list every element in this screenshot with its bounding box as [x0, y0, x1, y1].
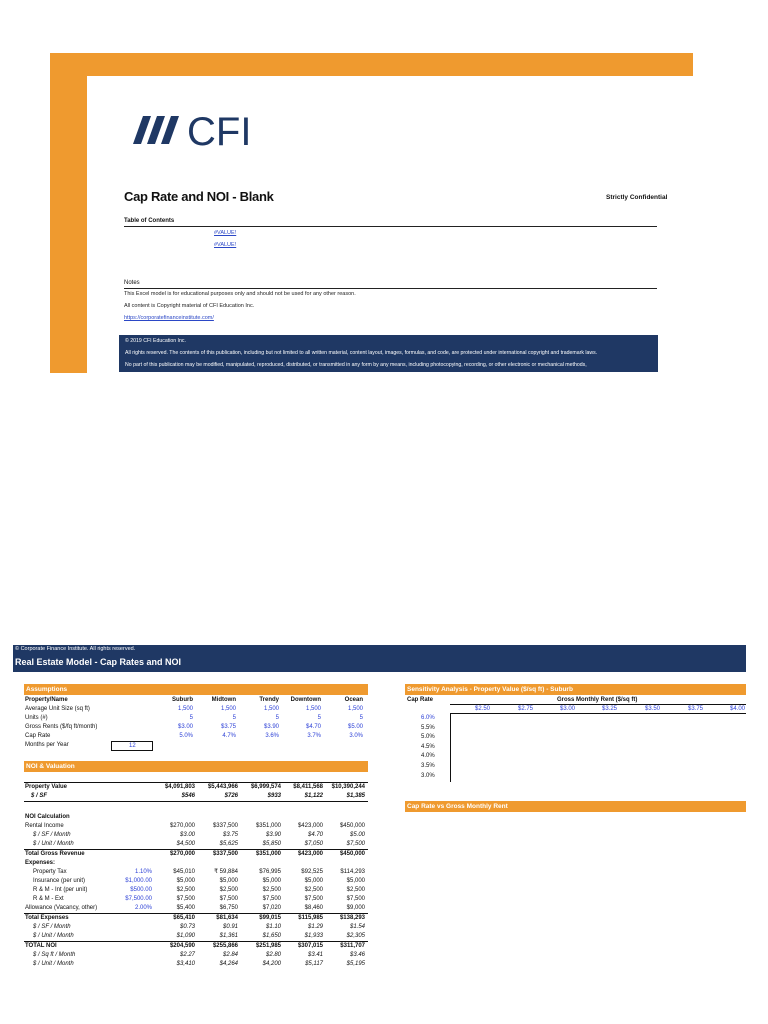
- ri_sf-value: $3.00: [179, 832, 195, 838]
- copyright-line-2: All rights reserved. The contents of this publication, including but not limited to all written material, content layout, images, formulas, and code, are protected under international copyright and trademark laws.: [125, 350, 598, 356]
- toc-title: Table of Contents: [124, 218, 175, 224]
- expense-label: Property Tax: [33, 869, 67, 875]
- months-per-year-value: 12: [129, 743, 136, 749]
- cfi-logo-mark-icon: [127, 104, 287, 154]
- per_sf-value: $546: [181, 793, 195, 799]
- sensitivity-rent-label: Gross Monthly Rent ($/sq ft): [557, 697, 638, 703]
- assumption-value[interactable]: 5: [232, 715, 236, 721]
- te_sf-label: $ / SF / Month: [33, 924, 71, 930]
- property_value-value: $4,091,803: [164, 784, 195, 790]
- assumption-value[interactable]: 5: [275, 715, 279, 721]
- expense-value: $5,000: [262, 878, 281, 884]
- ri_sf-value: $4.70: [307, 832, 323, 838]
- total_expenses-label: Total Expenses: [25, 915, 69, 921]
- property-name-label: Property/Name: [25, 697, 68, 703]
- rental_income-value: $351,000: [255, 823, 281, 829]
- property-header-3: Downtown: [290, 697, 321, 703]
- gross_revenue-value: $450,000: [339, 851, 365, 857]
- expense-input[interactable]: $1,000.00: [125, 878, 152, 884]
- expense-value: $7,500: [219, 896, 238, 902]
- gross_revenue-value: $270,000: [169, 851, 195, 857]
- sensitivity-rent-header[interactable]: $3.25: [601, 706, 617, 712]
- gross_revenue-value: $351,000: [255, 851, 281, 857]
- property_value-value: $6,999,574: [250, 784, 281, 790]
- expenses-label: Expenses:: [25, 860, 56, 866]
- te_sf-value: $0.91: [222, 924, 238, 930]
- expense-label: Insurance (per unit): [33, 878, 86, 884]
- total_noi-value: $251,985: [255, 943, 281, 949]
- ri_sf-value: $3.90: [265, 832, 281, 838]
- expense-value: $92,525: [301, 869, 323, 875]
- total_expenses-value: $115,985: [298, 915, 323, 921]
- expense-value: $5,400: [176, 905, 195, 911]
- noi_sf-value: $2.84: [222, 952, 238, 958]
- total_noi-label: TOTAL NOI: [25, 943, 57, 949]
- expense-value: $5,000: [176, 878, 195, 884]
- noi_unit-value: $4,200: [262, 961, 281, 967]
- assumption-value[interactable]: 3.6%: [265, 733, 279, 739]
- assumption-value[interactable]: $4.70: [305, 724, 321, 730]
- rental_income-value: $450,000: [339, 823, 365, 829]
- expense-value: $7,500: [304, 896, 323, 902]
- model-header-band: [13, 645, 746, 672]
- expense-value: $7,500: [176, 896, 195, 902]
- expense-value: $45,010: [173, 869, 195, 875]
- sensitivity-header: Sensitivity Analysis - Property Value ($/sq ft) - Suburb: [405, 684, 746, 695]
- assumption-value[interactable]: 1,500: [220, 706, 236, 712]
- ri_sf-value: $3.75: [222, 832, 238, 838]
- ri_unit-label: $ / Unit / Month: [33, 841, 74, 847]
- ri_unit-value: $5,850: [262, 841, 281, 847]
- assumption-value[interactable]: 5: [359, 715, 363, 721]
- expense-value: $2,500: [262, 887, 281, 893]
- assumption-value[interactable]: $3.90: [263, 724, 279, 730]
- expense-label: R & M - Ext: [33, 896, 64, 902]
- sensitivity-header-line: [450, 713, 746, 714]
- rental_income-value: $337,500: [212, 823, 238, 829]
- model-title: Real Estate Model - Cap Rates and NOI: [15, 657, 182, 667]
- te_unit-value: $1,933: [304, 933, 323, 939]
- assumption-value[interactable]: $3.00: [177, 724, 193, 730]
- sensitivity-rent-header[interactable]: $3.75: [687, 706, 703, 712]
- cover-left-accent-bar: [50, 53, 87, 373]
- assumptions-header: Assumptions: [24, 684, 368, 695]
- assumption-value[interactable]: 1,500: [347, 706, 363, 712]
- assumption-label: Gross Rents ($/fq ft/month): [25, 724, 98, 730]
- total_noi-value: $255,866: [212, 943, 238, 949]
- assumption-value[interactable]: 5.0%: [179, 733, 193, 739]
- assumption-label: Average Unit Size (sq ft): [25, 706, 90, 712]
- months-per-year-input[interactable]: [111, 741, 153, 751]
- expense-input[interactable]: 1.10%: [134, 869, 152, 875]
- sensitivity-cap-rate-label: Cap Rate: [407, 697, 434, 703]
- noi_sf-label: $ / Sq ft / Month: [33, 952, 76, 958]
- copyright-line-3: No part of this publication may be modified, manipulated, reproduced, distributed, or transmitted in any form by any means, including photocopying, recording, or other electronic or mechanical methods,: [125, 362, 587, 368]
- sensitivity-rent-header[interactable]: $3.00: [559, 706, 575, 712]
- property_value-value: $10,390,244: [331, 784, 365, 790]
- sensitivity-left-border: [450, 713, 451, 782]
- assumption-value[interactable]: 3.7%: [307, 733, 321, 739]
- sensitivity-rent-header[interactable]: $4.00: [729, 706, 745, 712]
- cfi-website-link[interactable]: https://corporatefinanceinstitute.com/: [124, 315, 214, 321]
- copyright-box: [119, 335, 658, 372]
- expense-value: $2,500: [176, 887, 195, 893]
- total_expenses-value: $99,015: [259, 915, 281, 921]
- assumption-label: Cap Rate: [25, 733, 51, 739]
- expense-value: $6,750: [219, 905, 238, 911]
- per_sf-value: $933: [267, 793, 281, 799]
- total_expenses-value: $65,410: [173, 915, 195, 921]
- property-header-4: Ocean: [344, 697, 363, 703]
- ri_unit-value: $4,500: [176, 841, 195, 847]
- model-rights-text: © Corporate Finance Institute. All rights reserved.: [15, 646, 136, 652]
- per_sf-label: $ / SF: [31, 793, 48, 799]
- toc-link-2[interactable]: #VALUE!: [214, 242, 237, 248]
- expense-value: $7,020: [262, 905, 281, 911]
- sensitivity-cap-rate: 3.0%: [421, 772, 435, 779]
- expense-input[interactable]: $500.00: [130, 887, 152, 893]
- noi_unit-value: $5,117: [305, 961, 323, 967]
- cfi-logo: [127, 104, 287, 154]
- expense-value: $7,500: [346, 896, 365, 902]
- expense-value: $2,500: [219, 887, 238, 893]
- assumption-value[interactable]: $5.00: [347, 724, 363, 730]
- total_expenses-value: $81,634: [216, 915, 238, 921]
- expense-label: R & M - Int (per unit): [33, 887, 88, 893]
- expense-value: $5,000: [346, 878, 365, 884]
- gross_revenue-value: $337,500: [212, 851, 238, 857]
- te_unit-value: $1,361: [219, 933, 238, 939]
- notes-title: Notes: [124, 280, 140, 286]
- per_sf-value: $1,385: [346, 793, 365, 799]
- noi_unit-value: $5,195: [346, 961, 365, 967]
- sensitivity-rent-header[interactable]: $2.50: [474, 706, 490, 712]
- te_sf-value: $1.54: [349, 924, 365, 930]
- ri_unit-value: $7,500: [346, 841, 365, 847]
- property_value-label: Property Value: [25, 784, 68, 790]
- property-header-2: Trendy: [259, 697, 279, 703]
- note-copyright: All content is Copyright material of CFI Education Inc.: [124, 303, 255, 309]
- expense-value: ₹ 59,884: [214, 869, 238, 875]
- sensitivity-cap-rate: 4.0%: [421, 753, 435, 760]
- assumption-value[interactable]: $3.75: [220, 724, 236, 730]
- assumption-value[interactable]: 1,500: [305, 706, 321, 712]
- noi-calculation-title: NOI Calculation: [25, 814, 70, 820]
- assumption-value[interactable]: 5: [189, 715, 193, 721]
- te_unit-label: $ / Unit / Month: [33, 933, 74, 939]
- expense-value: $2,500: [304, 887, 323, 893]
- property-header-0: Suburb: [172, 697, 193, 703]
- sensitivity-rent-header[interactable]: $3.50: [644, 706, 660, 712]
- months-per-year-label: Months per Year: [25, 742, 69, 748]
- te_unit-value: $2,305: [346, 933, 365, 939]
- rental_income-value: $270,000: [169, 823, 195, 829]
- te_sf-value: $1.10: [265, 924, 281, 930]
- noi_unit-value: $4,264: [219, 961, 238, 967]
- ri_unit-value: $5,625: [219, 841, 238, 847]
- noi-valuation-header: NOI & Valuation: [24, 761, 368, 772]
- noi_sf-value: $2.27: [179, 952, 195, 958]
- sensitivity-cap-rate: 5.5%: [421, 724, 435, 731]
- chart-header: Cap Rate vs Gross Monthly Rent: [405, 801, 746, 812]
- sensitivity-cap-rate[interactable]: 6.0%: [421, 715, 435, 721]
- noi_unit-label: $ / Unit / Month: [33, 961, 74, 967]
- property-value-bottom-line: [24, 801, 368, 802]
- ri_sf-value: $5.00: [349, 832, 365, 838]
- sensitivity-cap-rate: 3.5%: [421, 763, 435, 769]
- property_value-value: $8,411,568: [293, 784, 323, 790]
- noi_sf-value: $3.41: [307, 952, 323, 958]
- confidential-label: Strictly Confidential: [606, 194, 668, 201]
- total_noi-value: $311,707: [340, 943, 365, 949]
- expense-input[interactable]: 2.00%: [134, 905, 152, 911]
- expense-value: $2,500: [346, 887, 365, 893]
- expense-value: $5,000: [219, 878, 238, 884]
- logo-wordmark: CFI: [187, 110, 252, 154]
- total_noi-value: $307,015: [297, 943, 323, 949]
- rental_income-label: Rental Income: [25, 823, 64, 829]
- property_value-value: $5,443,966: [207, 784, 238, 790]
- expense-value: $76,995: [259, 869, 281, 875]
- te_sf-value: $1.29: [307, 924, 323, 930]
- notes-divider: [124, 288, 657, 289]
- te_unit-value: $1,090: [176, 933, 195, 939]
- expense-label: Allowance (Vacancy, other): [25, 905, 98, 911]
- assumption-value[interactable]: 4.7%: [222, 733, 236, 739]
- total_expenses-value: $138,293: [339, 915, 365, 921]
- sensitivity-rent-header[interactable]: $2.75: [517, 706, 533, 712]
- expense-value: $114,293: [340, 869, 365, 875]
- sensitivity-cap-rate: 4.5%: [421, 743, 435, 750]
- noi_sf-value: $3.46: [349, 952, 365, 958]
- assumption-value[interactable]: 1,500: [263, 706, 279, 712]
- assumption-value[interactable]: 5: [317, 715, 321, 721]
- copyright-line-1: © 2019 CFI Education Inc.: [125, 338, 186, 344]
- cover-top-accent-bar: [50, 53, 693, 76]
- expense-value: $9,000: [346, 905, 365, 911]
- toc-link-1[interactable]: #VALUE!: [214, 230, 237, 236]
- note-educational: This Excel model is for educational purposes only and should not be used for any other reason.: [124, 291, 356, 297]
- per_sf-value: $726: [224, 793, 238, 799]
- property-header-1: Midtown: [211, 697, 236, 703]
- noi_sf-value: $2.80: [265, 952, 281, 958]
- gross_revenue-label: Total Gross Revenue: [25, 851, 85, 857]
- per_sf-value: $1,122: [304, 793, 323, 799]
- noi_unit-value: $3,410: [176, 961, 195, 967]
- rental_income-value: $423,000: [297, 823, 323, 829]
- te_sf-value: $0.73: [179, 924, 195, 930]
- expense-value: $7,500: [262, 896, 281, 902]
- assumption-label: Units (#): [25, 715, 48, 721]
- ri_sf-label: $ / SF / Month: [33, 832, 71, 838]
- total_noi-value: $204,590: [169, 943, 195, 949]
- te_unit-value: $1,650: [262, 933, 281, 939]
- assumption-value[interactable]: 1,500: [177, 706, 193, 712]
- document-title: Cap Rate and NOI - Blank: [124, 189, 274, 204]
- sensitivity-cap-rate: 5.0%: [421, 734, 435, 741]
- toc-divider: [124, 226, 657, 227]
- expense-input[interactable]: $7,500.00: [125, 896, 152, 902]
- gross_revenue-value: $423,000: [297, 851, 323, 857]
- expense-value: $8,460: [304, 905, 323, 911]
- assumption-value[interactable]: 3.0%: [349, 733, 363, 739]
- ri_unit-value: $7,050: [304, 841, 323, 847]
- expense-value: $5,000: [304, 878, 323, 884]
